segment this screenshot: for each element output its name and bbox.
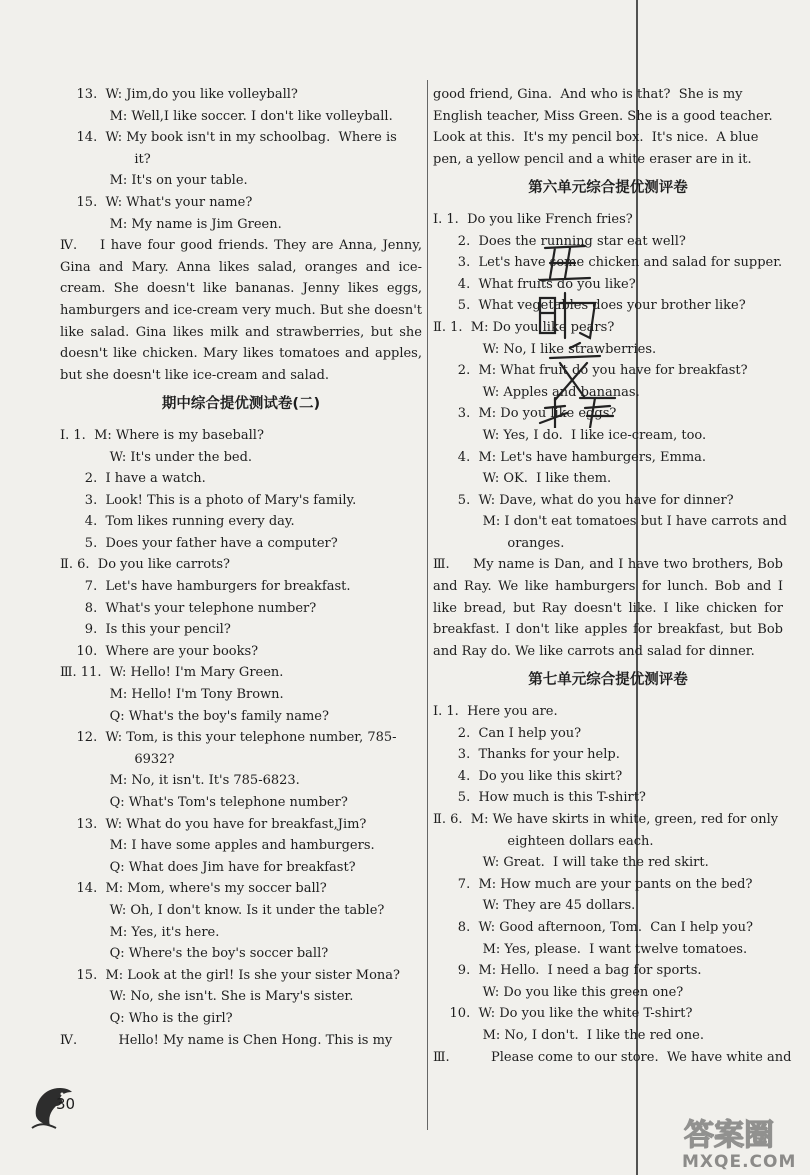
text-line: 8. W: Good afternoon, Tom. Can I help you? bbox=[433, 919, 753, 935]
text-line: W: Yes, I do. I like ice-cream, too. bbox=[433, 427, 707, 443]
text-line: Q: What's the boy's family name? bbox=[60, 708, 329, 724]
text-line: W: No, I like strawberries. bbox=[433, 341, 657, 357]
text-line: 13. W: What do you have for breakfast,Jim? bbox=[60, 816, 367, 832]
text-line: 7. M: How much are your pants on the bed? bbox=[433, 876, 753, 892]
text-line: 15. M: Look at the girl! Is she your sister Mona? bbox=[60, 967, 401, 983]
text-line: M: No, it isn't. It's 785-6823. bbox=[60, 773, 300, 789]
text-line: M: Well,I like soccer. I don't like volleyball. bbox=[60, 108, 393, 124]
watermark-text: 答案圈 bbox=[684, 1118, 774, 1153]
text-line: 12. W: Tom, is this your telephone number, 785- bbox=[60, 730, 397, 746]
text-line: 4. What fruits do you like? bbox=[433, 276, 636, 292]
text-line: 4. Tom likes running every day. bbox=[60, 514, 295, 530]
text-line: 3. Let's have some chicken and salad for supper. bbox=[433, 255, 783, 271]
text-line: W: It's under the bed. bbox=[60, 449, 253, 465]
text-line: W: Great. I will take the red skirt. bbox=[433, 855, 709, 871]
text-line: Ⅳ. Hello! My name is Chen Hong. This is my bbox=[60, 1032, 393, 1048]
paragraph-text: I have four good friends. They are Anna, Jenny, Gina and Mary. Anna likes salad, oranges and ice-cream. She doesn't like bananas. Jenny likes eggs, hamburgers and ice-cream very much. But she doesn't like salad. Gina likes milk and strawberries, but she doesn't like chicken. Mary likes tomatoes and apples, but she doesn't like ice-cream and salad. bbox=[60, 238, 422, 383]
text-line: 10. W: Do you like the white T-shirt? bbox=[433, 1006, 693, 1022]
text-line: Q: What does Jim have for breakfast? bbox=[60, 859, 356, 875]
text-line: M: My name is Jim Green. bbox=[60, 216, 282, 232]
text-line: 3. Look! This is a photo of Mary's family. bbox=[60, 492, 357, 508]
paragraph-text: My name is Dan, and I have two brothers, Bob and Ray. We like hamburgers for lunch. Bob and I like bread, but Ray doesn't like. I like chicken for breakfast. I don't like apples for breakfast, but Bob and Ray do. We like carrots and salad for dinner. bbox=[433, 557, 783, 659]
text-line: W: No, she isn't. She is Mary's sister. bbox=[60, 989, 354, 1005]
text-line: 8. What's your telephone number? bbox=[60, 600, 317, 616]
text-line: Ⅰ. 1. Do you like French fries? bbox=[433, 211, 633, 227]
text-line: Ⅱ. 1. M: Do you like pears? bbox=[433, 319, 615, 335]
left-column bbox=[60, 84, 422, 1051]
text-line: W: Oh, I don't know. Is it under the table? bbox=[60, 902, 385, 918]
text-line: 4. Do you like this skirt? bbox=[433, 768, 623, 784]
column-divider bbox=[427, 80, 428, 1130]
handwritten-stamp bbox=[525, 238, 635, 432]
text-line: M: Yes, it's here. bbox=[60, 924, 220, 940]
text-line: 2. I have a watch. bbox=[60, 471, 206, 487]
text-line: M: It's on your table. bbox=[60, 173, 248, 189]
text-line: Ⅲ. Please come to our store. We have white and bbox=[433, 1049, 792, 1065]
text-line: M: Hello! I'm Tony Brown. bbox=[60, 687, 284, 703]
text-line: 5. How much is this T-shirt? bbox=[433, 790, 646, 806]
text-line: M: I have some apples and hamburgers. bbox=[60, 838, 375, 854]
text-line: Ⅰ. 1. M: Where is my baseball? bbox=[60, 427, 264, 443]
text-line: 7. Let's have hamburgers for breakfast. bbox=[60, 579, 351, 595]
text-line: M: Yes, please. I want twelve tomatoes. bbox=[433, 941, 748, 957]
text-line: M: I don't eat tomatoes but I have carrots and bbox=[433, 514, 787, 530]
text-line: Look at this. It's my pencil box. It's nice. A blue bbox=[433, 130, 759, 146]
text-line: eighteen dollars each. bbox=[433, 833, 654, 849]
section-heading: 第七单元综合提优测评卷 bbox=[528, 672, 688, 689]
text-line: 2. Can I help you? bbox=[433, 725, 582, 741]
passage-paragraph bbox=[60, 235, 422, 386]
text-line: 15. W: What's your name? bbox=[60, 194, 253, 210]
text-line: pen, a yellow pencil and a white eraser are in it. bbox=[433, 151, 752, 167]
text-line: 3. Thanks for your help. bbox=[433, 747, 620, 763]
text-line: 9. M: Hello. I need a bag for sports. bbox=[433, 963, 702, 979]
watermark-url: MXQE.COM bbox=[682, 1152, 797, 1172]
text-line: Q: What's Tom's telephone number? bbox=[60, 795, 348, 810]
text-line: 10. Where are your books? bbox=[60, 643, 259, 659]
watermark-logo bbox=[680, 1113, 800, 1157]
text-line: Ⅰ. 1. Here you are. bbox=[433, 704, 558, 720]
text-line: 13. W: Jim,do you like volleyball? bbox=[60, 87, 298, 102]
text-line: 5. What vegetables does your brother like? bbox=[433, 298, 746, 314]
text-line: W: They are 45 dollars. bbox=[433, 898, 636, 914]
text-line: oranges. bbox=[433, 535, 565, 551]
text-line: M: No, I don't. I like the red one. bbox=[433, 1027, 704, 1043]
text-line: 2. Does the running star eat well? bbox=[433, 233, 686, 249]
text-line: 3. M: Do you like eggs? bbox=[433, 406, 617, 422]
page-number: 30 bbox=[56, 1095, 76, 1113]
right-column bbox=[433, 84, 792, 1068]
text-line: 14. W: My book isn't in my schoolbag. Where is bbox=[60, 130, 397, 146]
text-line: Ⅱ. 6. Do you like carrots? bbox=[60, 557, 230, 573]
text-line: English teacher, Miss Green. She is a good teacher. bbox=[433, 108, 773, 124]
text-line: Q: Who is the girl? bbox=[60, 1010, 233, 1026]
text-line: Q: Where's the boy's soccer ball? bbox=[60, 946, 329, 962]
section-heading: 第六单元综合提优测评卷 bbox=[528, 180, 688, 197]
text-line: 5. Does your father have a computer? bbox=[60, 535, 338, 551]
text-line: 5. W: Dave, what do you have for dinner? bbox=[433, 492, 734, 508]
text-line: W: OK. I like them. bbox=[433, 471, 612, 487]
text-line: W: Apples and bananas. bbox=[433, 384, 640, 400]
section-marker: Ⅲ. bbox=[433, 557, 450, 573]
section-heading: 期中综合提优测试卷(二) bbox=[161, 396, 321, 413]
text-line: 14. M: Mom, where's my soccer ball? bbox=[60, 881, 327, 897]
text-line: Ⅲ. 11. W: Hello! I'm Mary Green. bbox=[60, 665, 284, 681]
text-line: 9. Is this your pencil? bbox=[60, 622, 231, 638]
text-line: 2. M: What fruit do you have for breakfast? bbox=[433, 363, 748, 379]
text-line: Ⅱ. 6. M: We have skirts in white, green, red for only bbox=[433, 812, 779, 827]
text-line: it? bbox=[60, 151, 151, 167]
text-line: good friend, Gina. And who is that? She is my bbox=[433, 87, 743, 102]
passage-paragraph bbox=[433, 554, 783, 662]
text-line: W: Do you like this green one? bbox=[433, 984, 684, 1000]
text-line: 4. M: Let's have hamburgers, Emma. bbox=[433, 449, 707, 465]
section-marker: Ⅳ. bbox=[60, 238, 78, 254]
text-line: 6932? bbox=[60, 751, 175, 767]
